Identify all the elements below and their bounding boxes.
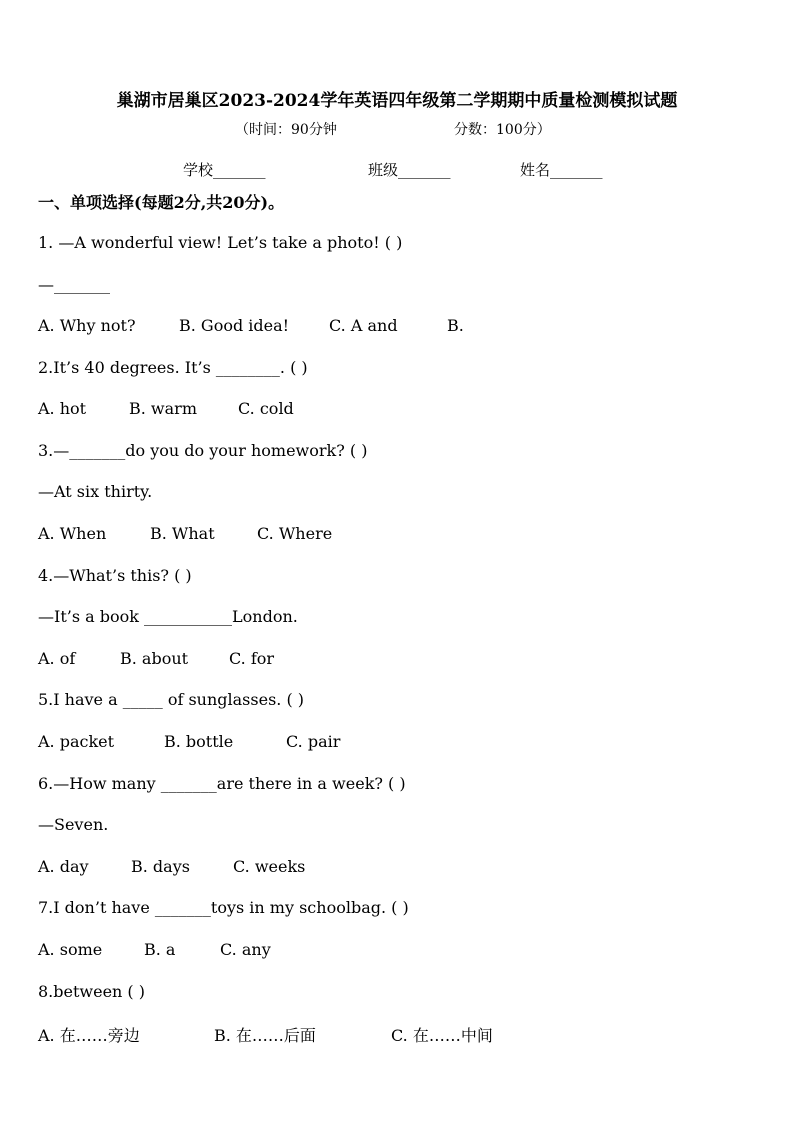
- question-8-stem: 8.between ( ): [38, 982, 145, 1001]
- option-a: A. 在……旁边: [38, 1026, 140, 1045]
- option-c: C. any: [220, 940, 271, 959]
- question-1-reply: —_______: [38, 275, 110, 294]
- school-field: 学校_______: [183, 161, 266, 179]
- exam-title: 巢湖市居巢区2023-2024学年英语四年级第二学期期中质量检测模拟试题: [116, 91, 678, 111]
- option-c: C. for: [229, 649, 275, 668]
- option-b: B. Good idea!: [179, 316, 290, 335]
- question-6-reply: —Seven.: [38, 815, 109, 834]
- option-b: B. bottle: [164, 732, 234, 751]
- option-a: A. some: [38, 940, 103, 959]
- name-field: 姓名_______: [520, 161, 603, 179]
- option-a: A. Why not?: [38, 316, 136, 335]
- option-b: B. a: [144, 940, 176, 959]
- option-b: B. days: [131, 857, 190, 876]
- option-c: C. Where: [257, 524, 333, 543]
- option-b: B. 在……后面: [214, 1026, 316, 1045]
- question-5-stem: 5.I have a _____ of sunglasses. ( ): [38, 690, 305, 709]
- option-c: C. weeks: [233, 857, 306, 876]
- option-b: B. warm: [129, 399, 197, 418]
- question-3-reply: —At six thirty.: [38, 482, 153, 501]
- option-c: C. cold: [238, 399, 294, 418]
- option-c-continued: B.: [447, 316, 464, 335]
- option-c: C. A and: [329, 316, 398, 335]
- question-4-stem: 4.—What’s this? ( ): [38, 566, 192, 585]
- option-b: B. What: [150, 524, 215, 543]
- option-b: B. about: [120, 649, 189, 668]
- option-c: C. 在……中间: [391, 1026, 493, 1045]
- option-c: C. pair: [286, 732, 341, 751]
- question-4-reply: —It’s a book ___________London.: [38, 607, 298, 626]
- option-a: A. hot: [38, 399, 87, 418]
- question-7-stem: 7.I don’t have _______toys in my schoolbag. ( ): [38, 898, 409, 917]
- question-1-stem: 1. —A wonderful view! Let’s take a photo! ( ): [38, 233, 403, 252]
- option-a: A. day: [38, 857, 89, 876]
- question-2-stem: 2.It’s 40 degrees. It’s ________. ( ): [38, 358, 308, 377]
- exam-meta: [235, 119, 551, 139]
- option-a: A. When: [38, 524, 107, 543]
- exam-time: （时间：90分钟: [235, 122, 337, 138]
- exam-score: 分数：100分）: [454, 122, 551, 138]
- class-field: 班级_______: [368, 161, 451, 179]
- question-6-stem: 6.—How many _______are there in a week? ( ): [38, 774, 406, 793]
- section-heading: 一、单项选择(每题2分,共20分)。: [38, 193, 285, 212]
- option-a: A. of: [38, 649, 76, 668]
- option-a: A. packet: [38, 732, 115, 751]
- question-3-stem: 3.—_______do you do your homework? ( ): [38, 441, 368, 460]
